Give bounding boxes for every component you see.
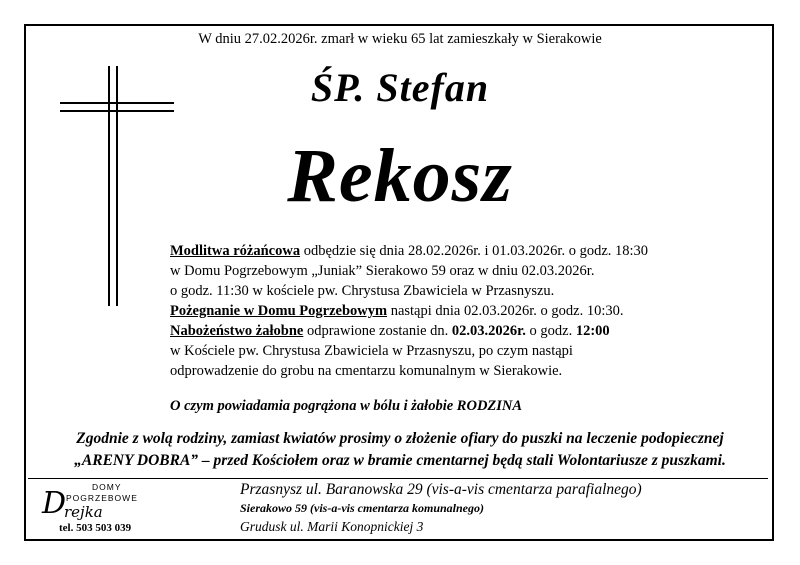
address-grudusk: Grudusk ul. Marii Konopnickiej 3: [240, 519, 424, 534]
mass-text-b: o godz.: [525, 323, 576, 339]
rosary-text: odbędzie się dnia 28.02.2026r. i 01.03.2026r. o godz. 18:30: [300, 243, 649, 259]
details-line-6: w Kościele pw. Chrystusa Zbawiciela w Przasnyszu, po czym nastąpi: [170, 343, 573, 359]
logo-rejka: rejka: [64, 503, 103, 521]
request-line-2: „ARENY DOBRA” – przed Kościołem oraz w bramie cmentarnej będą stali Wolontariusze z puszkami.: [74, 452, 726, 469]
mass-line: [170, 321, 730, 341]
address-sierakowo: Sierakowo 59 (vis-a-vis cmentarza komunalnego): [240, 501, 485, 515]
details-line-2: w Domu Pogrzebowym „Juniak” Sierakowo 59 oraz w dniu 02.03.2026r.: [170, 263, 595, 279]
details-line-7: odprowadzenie do grobu na cmentarzu komunalnym w Sierakowie.: [170, 363, 563, 379]
mass-text-a: odprawione zostanie dn.: [303, 323, 452, 339]
rosary-label: Modlitwa różańcowa: [170, 243, 301, 259]
mass-label: Nabożeństwo żałobne: [170, 323, 304, 339]
donation-request: [0, 428, 800, 472]
farewell-label: Pożegnanie w Domu Pogrzebowym: [170, 303, 388, 319]
farewell-line: [170, 301, 730, 321]
details-line-3: o godz. 11:30 w kościele pw. Chrystusa Zbawiciela w Przasnyszu.: [170, 283, 555, 299]
rosary-line: [170, 241, 730, 261]
address-przasnysz: Przasnysz ul. Baranowska 29 (vis-a-vis cmentarza parafialnego): [240, 481, 642, 498]
phone-number: tel. 503 503 039: [59, 522, 132, 534]
deceased-surname: Rekosz: [287, 134, 513, 218]
footer-divider: [28, 478, 768, 479]
ceremony-details: [170, 241, 730, 381]
mass-time: 12:00: [575, 323, 610, 339]
logo-domy: DOMY: [92, 482, 122, 492]
family-line: O czym powiadamia pogrążona w bólu i żałobie RODZINA: [170, 398, 523, 414]
deceased-first-name: ŚP. Stefan: [310, 65, 490, 110]
request-line-1: Zgodnie z wolą rodziny, zamiast kwiatów prosimy o złożenie ofiary do puszki na leczenie podopiecznej: [76, 430, 724, 447]
farewell-text: nastąpi dnia 02.03.2026r. o godz. 10:30.: [387, 303, 624, 319]
mass-date: 02.03.2026r.: [451, 323, 526, 339]
death-announcement-line: W dniu 27.02.2026r. zmarł w wieku 65 lat zamieszkały w Sierakowie: [198, 31, 602, 47]
logo-pogrzebowe: POGRZEBOWE: [66, 493, 138, 503]
funeral-home-logo: [34, 482, 164, 538]
logo-d: D: [42, 486, 67, 521]
